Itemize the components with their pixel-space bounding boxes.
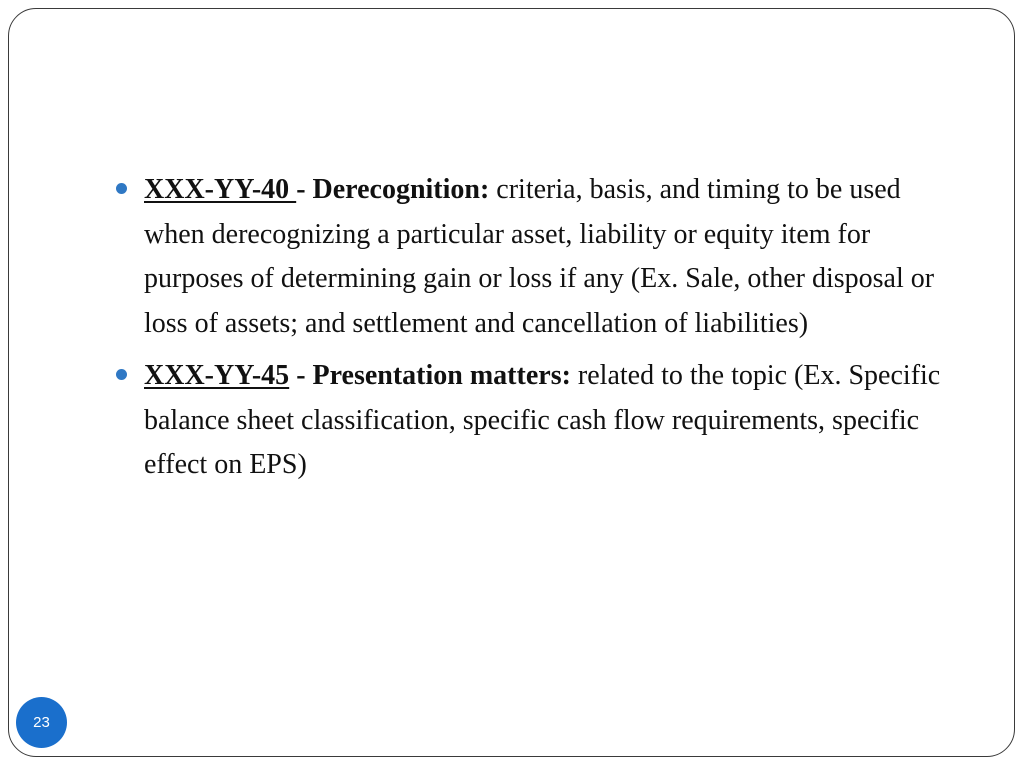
topic-code: XXX-YY-40 (144, 174, 297, 205)
topic-description: criteria, basis, and timing to be used when derecognizing a particular asset, liability or equity item for purposes of determining gain or loss if any (Ex. Sale, other disposal or loss of assets; and settlement and cancellation of liabilities) (144, 174, 935, 339)
bullet-item-derecognition (113, 168, 943, 346)
topic-heading: - Derecognition: (296, 174, 490, 205)
bullet-list (113, 168, 943, 496)
slide-number-badge (16, 697, 67, 748)
topic-description: related to the topic (Ex. Specific balance sheet classification, specific cash flow requirements, specific effect on EPS) (144, 360, 941, 480)
bullet-item-presentation (113, 354, 943, 488)
topic-heading: - Presentation matters: (289, 360, 571, 391)
bullet-dot-icon (116, 183, 127, 194)
bullet-dot-icon (116, 369, 127, 380)
topic-code: XXX-YY-45 (144, 360, 290, 391)
slide-number: 23 (33, 714, 50, 731)
